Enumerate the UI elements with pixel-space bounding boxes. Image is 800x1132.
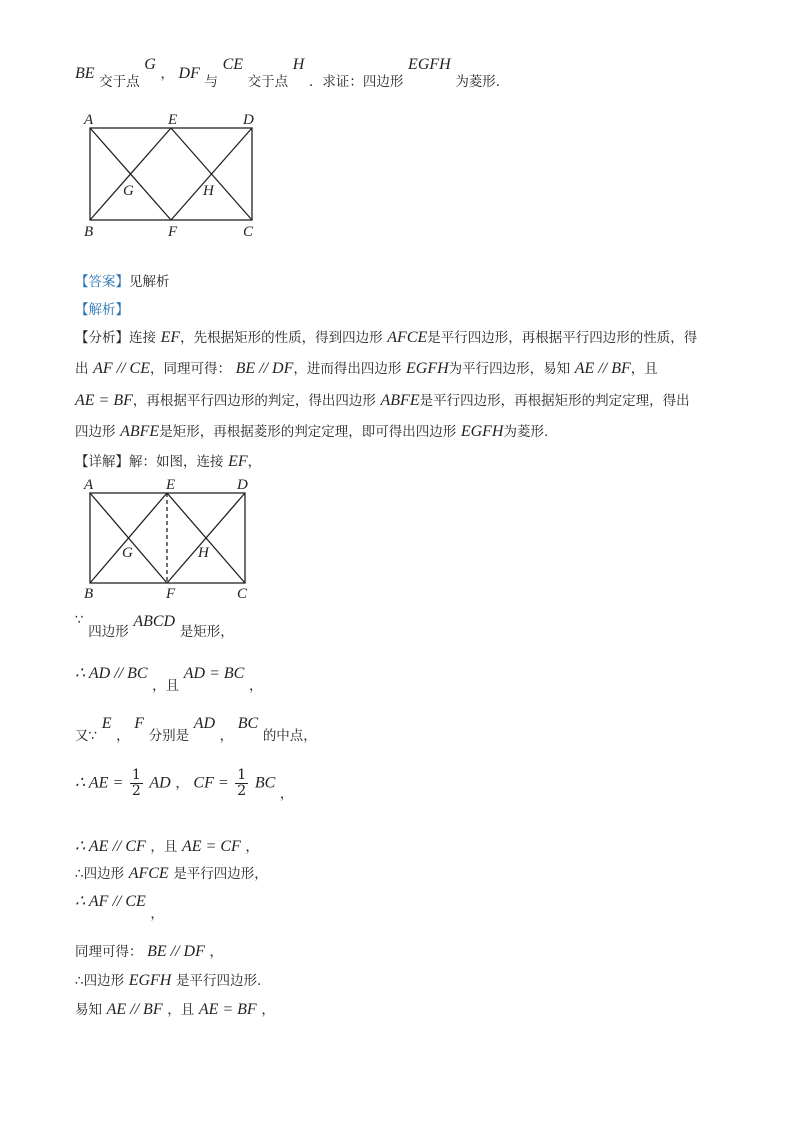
math-ce: CE (222, 56, 244, 73)
math-ae-eq-cf: AE = CF (182, 838, 241, 855)
rectangle-abcd (90, 128, 252, 220)
text: 是平行四边形， (173, 866, 268, 882)
text: 四边形 (88, 624, 129, 640)
text: 是平行四边形. (175, 973, 262, 989)
math-ad-eq-bc: AD = BC (183, 665, 245, 682)
label-c: C (237, 586, 248, 602)
label-f: F (166, 586, 176, 602)
text: 为平行四边形，易知 (448, 361, 571, 377)
text: 的中点， (262, 728, 317, 744)
label-g: G (122, 545, 133, 561)
detail-tag: 【详解】 (75, 454, 129, 470)
math-ad: AD (149, 774, 171, 792)
text-meet: 交于点 (99, 74, 140, 90)
math-egfh: EGFH (460, 423, 504, 440)
math-be: BE (75, 65, 95, 82)
text: ，先根据矩形的性质，得到四边形 (180, 330, 383, 346)
step-8 (75, 940, 223, 961)
math-ae-eq: ∴ AE = (75, 774, 124, 792)
text: ， (248, 678, 263, 694)
text: ，同理可得： (150, 361, 231, 377)
math-be-parallel-df: BE // DF (147, 943, 205, 960)
math-egfh: EGFH (128, 972, 172, 989)
step-5 (75, 835, 259, 856)
text: ， (150, 906, 164, 922)
math-cf-eq: CF = (193, 774, 229, 792)
answer-line (75, 270, 170, 290)
step-1 (75, 612, 234, 640)
math-egfh: EGFH (405, 360, 449, 377)
problem-statement-line (75, 56, 501, 90)
step-3 (75, 712, 317, 744)
math-ef: EF (228, 453, 248, 470)
text: ， (245, 839, 259, 855)
label-g: G (123, 183, 134, 199)
label-h: H (203, 183, 214, 199)
step-2 (75, 662, 263, 694)
text: 是平行四边形，再根据平行四边形的性质，得 (427, 330, 698, 346)
analysis-header (75, 298, 129, 318)
math-af-parallel-ce: AF // CE (93, 360, 150, 377)
fenxi-line-4 (75, 420, 548, 441)
text-and: 与 (204, 74, 218, 90)
label-e: E (168, 112, 178, 128)
math-g: G (144, 56, 156, 73)
math-abfe: ABFE (380, 392, 420, 409)
step-6 (75, 862, 268, 883)
fenxi-line-3 (75, 389, 690, 410)
math-abcd: ABCD (133, 613, 176, 630)
math-f: F (134, 715, 144, 732)
step-10 (75, 998, 275, 1019)
step-7 (75, 890, 164, 922)
text: 是平行四边形，再根据矩形的判定定理，得出 (419, 393, 690, 409)
text: 解：如图，连接 (129, 454, 224, 470)
label-a: A (84, 112, 94, 128)
detail-line (75, 450, 261, 471)
answer-tag: 【答案】 (75, 274, 129, 290)
text: ， (116, 728, 130, 744)
text-meet-2: 交于点 (247, 74, 289, 90)
text: 出 (75, 361, 89, 377)
text: ∴四边形 (75, 866, 125, 882)
text: ，再根据平行四边形的判定，得出四边形 (132, 393, 376, 409)
label-b: B (84, 586, 94, 602)
fenxi-tag: 【分析】 (75, 330, 129, 346)
numerator: 1 (131, 767, 141, 783)
label-f: F (168, 224, 178, 240)
text: ，且 (630, 361, 658, 377)
step-9 (75, 969, 261, 990)
text: 是矩形， (179, 624, 234, 640)
fraction-one-half (130, 768, 143, 799)
math-ef: EF (160, 329, 181, 346)
text: 分别是 (148, 728, 190, 744)
geometry-figure-2 (80, 474, 280, 604)
text: ，进而得出四边形 (293, 361, 402, 377)
text: ， (219, 728, 234, 744)
math-bc: BC (254, 774, 276, 792)
text: ， (209, 944, 223, 960)
text: 同理可得： (75, 944, 143, 960)
text: 四边形 (75, 424, 116, 440)
math-af-parallel-ce: ∴ AF // CE (75, 893, 146, 910)
math-ae-eq-bf: AE = BF (198, 1001, 257, 1018)
label-b: B (84, 224, 94, 240)
math-e: E (101, 715, 112, 732)
fraction-one-half (235, 768, 248, 799)
step-4 (75, 767, 294, 802)
analysis-tag: 【解析】 (75, 302, 129, 318)
answer-text: 见解析 (129, 274, 170, 290)
text-comma: ， (160, 66, 174, 82)
math-ae-parallel-bf: AE // BF (574, 360, 631, 377)
numerator: 1 (237, 767, 247, 783)
label-h: H (198, 545, 209, 561)
text: 为菱形. (503, 424, 549, 440)
math-ad: AD (193, 715, 216, 732)
text-prove: ．求证：四边形 (308, 74, 404, 90)
denominator: 2 (237, 783, 247, 799)
label-d: D (243, 112, 254, 128)
text: ， (261, 1002, 275, 1018)
math-ae-eq-bf: AE = BF (75, 392, 133, 409)
math-afce: AFCE (128, 865, 169, 882)
math-be-parallel-df: BE // DF (235, 360, 294, 377)
denominator: 2 (131, 783, 141, 799)
text: 又∵ (75, 728, 98, 744)
text: 是矩形，再根据菱形的判定定理，即可得出四边形 (159, 424, 457, 440)
geometry-figure-1 (80, 110, 280, 240)
text: ， (247, 454, 262, 470)
math-egfh: EGFH (408, 56, 451, 73)
math-ae-parallel-cf: ∴ AE // CF (75, 838, 146, 855)
text: ，且 (167, 1002, 195, 1018)
math-h: H (292, 56, 305, 73)
text: ， (279, 785, 294, 802)
math-afce: AFCE (387, 329, 428, 346)
label-d: D (237, 477, 248, 493)
math-ad-parallel-bc: ∴ AD // BC (75, 665, 148, 682)
text: ，且 (150, 839, 178, 855)
label-e: E (166, 477, 176, 493)
text: ∴四边形 (75, 973, 125, 989)
math-ae-parallel-bf: AE // BF (106, 1001, 163, 1018)
math-df: DF (178, 65, 200, 82)
text: ， (175, 775, 189, 792)
because-symbol: ∵ (75, 612, 84, 628)
math-abfe: ABFE (120, 423, 160, 440)
label-a: A (84, 477, 94, 493)
text: ，且 (152, 678, 180, 694)
text-rhombus: 为菱形. (455, 74, 501, 90)
text: 连接 (129, 330, 156, 346)
text: 易知 (75, 1002, 102, 1018)
label-c: C (243, 224, 254, 240)
fenxi-line-1 (75, 326, 697, 347)
math-bc: BC (237, 715, 259, 732)
fenxi-line-2 (75, 357, 658, 378)
